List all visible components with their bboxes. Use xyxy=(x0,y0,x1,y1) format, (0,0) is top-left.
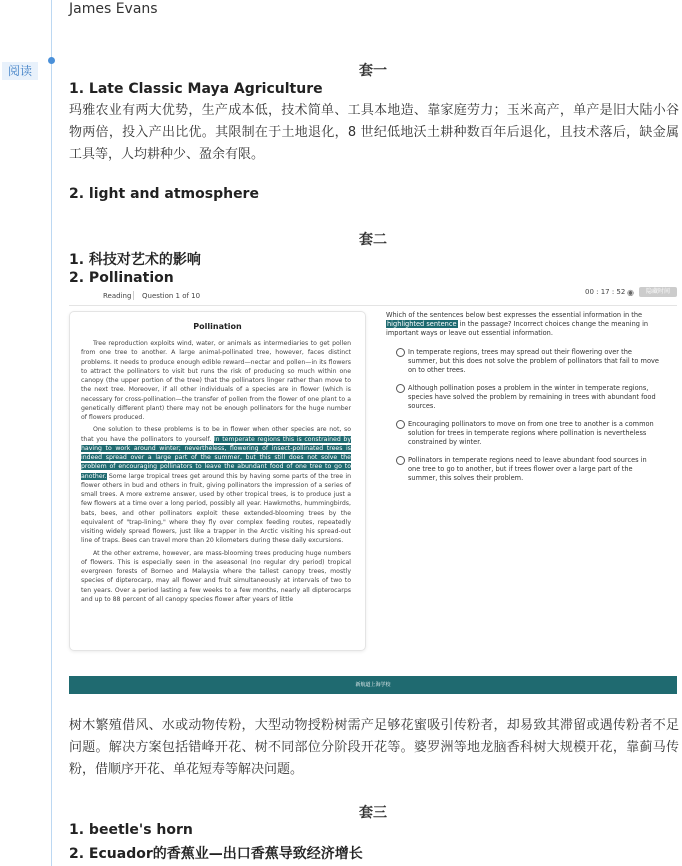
question-panel xyxy=(386,311,661,492)
passage-title: Pollination xyxy=(193,322,242,331)
set-1-note: 玛雅农业有两大优势，生产成本低，技术简单、工具本地造、靠家庭劳力；玉米高产，单产是旧大陆小谷物两倍，投入产出比优。其限制在于土地退化，8 世纪低地沃土耕种数百年后退化，且技术落后，缺金属工具等，人均耕种少、盈余有限。 xyxy=(69,103,679,162)
passage-paragraph-3: At the other extreme, however, are mass-blooming trees producing huge numbers of flowers. This is especially seen in the aseasonal (no regular dry period) tropical evergreen forests of Borneo and Malaysia where the tallest canopy trees, mostly species of dipterocarp, may all flower and fruit simultaneously at intervals of two to ten years. Over a period lasting a few weeks to a few months, nearly all dipterocarps and up to 88 percent of all canopy species flower after years of little xyxy=(81,549,351,603)
answer-option-2[interactable] xyxy=(386,384,661,411)
eye-icon[interactable]: ◉ xyxy=(627,288,634,297)
watermark-footer: 新航道上海学校 xyxy=(69,676,677,694)
hide-time-button[interactable]: 隐藏时间 xyxy=(639,287,677,297)
radio-button[interactable] xyxy=(396,384,405,393)
timeline-dot xyxy=(48,57,55,64)
timer: 00 : 17 : 52 xyxy=(585,288,626,296)
question-counter: Question 1 of 10 xyxy=(142,292,201,300)
set-1-item-1: 1. Late Classic Maya Agriculture xyxy=(69,81,323,97)
prompt-rest: in the passage? Incorrect choices change the meaning in important ways or leave out essential information. xyxy=(386,320,649,337)
prompt-lead: Which of the sentences below best expresses the essential information in the xyxy=(386,311,643,319)
paragraph-2-rest: Some large tropical trees get around this by having some parts of the tree in flower others in bud and others in fruit, giving pollinators the impression of a series of small trees. A more extreme answer, used by other tropical trees, is to produce just a few flowers at a time over a long period, possibly all year. Hawkmoths, hummingbirds, bats, bees, and other pollinators exploit these extended-blooming trees by the equivalent of "trap-lining," where they fly over complex feeding routes, repeatedly visiting widely spread flowers, just like a trapper in the Arctic visiting his spread-out line of traps. Bees can travel more than 20 kilometers during these daily excursions. xyxy=(81,472,351,545)
set-1-item-2: 2. light and atmosphere xyxy=(69,186,259,202)
option-text: In temperate regions, trees may spread out their flowering over the summer, but this does not solve the problem of pollinators that fail to move on to other trees. xyxy=(408,348,659,374)
set-3-item-1: 1. beetle's horn xyxy=(69,822,193,838)
prompt-highlight: highlighted sentence xyxy=(387,320,457,328)
section-label: Reading xyxy=(103,292,132,300)
paragraph-2-lead: One solution to these problems is to be in flower when other species are not, so that you have the pollinators to yourself. xyxy=(81,426,351,443)
answer-option-3[interactable] xyxy=(386,420,661,447)
answer-option-4[interactable] xyxy=(386,456,661,483)
category-tag[interactable]: 阅读 xyxy=(2,62,38,80)
passage-paragraph-1: Tree reproduction exploits wind, water, or animals as intermediaries to get pollen from one tree to another. A large animal-pollinated tree, however, faces distinct problems. It needs to produce enough edible reward—nectar and pollen—in its flowers to attract the pollinators to visit but runs the risk of producing so much within one canopy (the upper portion of the tree) that the pollinators linger rather than move to the next tree. Moreover, if all other individuals of a species are in flower (which is necessary for cross-pollination—the transfer of pollen from the flower of one plant to a genetically different plant) there may not be enough pollinators for the huge number of flowers produced. xyxy=(81,340,351,421)
answer-option-1[interactable] xyxy=(386,348,661,375)
set-2-item-2: 2. Pollination xyxy=(69,270,174,286)
passage-body xyxy=(81,339,351,607)
question-prompt xyxy=(386,311,661,338)
radio-button[interactable] xyxy=(396,420,405,429)
timeline-rail xyxy=(51,0,52,866)
option-text: Although pollination poses a problem in the winter in temperate regions, species have solved the problem by remaining in trees with abundant food sources. xyxy=(408,384,656,410)
option-text: Encouraging pollinators to move on from one tree to another is a common solution for trees in temperate regions where pollination is nevertheless constrained by winter. xyxy=(408,420,654,446)
set-3-item-2: 2. Ecuador的香蕉业—出口香蕉导致经济增长 xyxy=(69,846,363,862)
set-2-item-1: 1. 科技对艺术的影响 xyxy=(69,252,201,268)
set-3-title: 套三 xyxy=(359,805,387,821)
author-name: James Evans xyxy=(69,1,158,17)
set-2-note: 树木繁殖借风、水或动物传粉，大型动物授粉树需产足够花蜜吸引传粉者，却易致其滞留或遇传粉者不足问题。解决方案包括错峰开花、树不同部位分阶段开花等。婆罗洲等地龙脑香科树大规模开花，靠蓟马传粉，借顺序开花、单花短寿等解决问题。 xyxy=(69,718,679,777)
set-1-title: 套一 xyxy=(359,63,387,79)
radio-button[interactable] xyxy=(396,348,405,357)
passage-panel xyxy=(69,311,366,651)
radio-button[interactable] xyxy=(396,456,405,465)
test-topbar xyxy=(69,287,677,306)
option-text: Pollinators in temperate regions need to leave abundant food sources in one tree to go to another, but if trees flower over a large part of the summer, this solves their problem. xyxy=(408,456,647,482)
set-2-title: 套二 xyxy=(359,232,387,248)
highlighted-sentence: In temperate regions this is constrained by having to work around winter; nevertheless, flowering of insect-pollinated trees is indeed spread over a large part of the summer, but this still does not solve the problem of encouraging pollinators to leave the abundant food of one tree to go to another. xyxy=(81,435,352,480)
topbar-divider xyxy=(133,291,134,300)
embedded-test-screenshot xyxy=(69,287,677,694)
passage-paragraph-2 xyxy=(81,425,351,545)
